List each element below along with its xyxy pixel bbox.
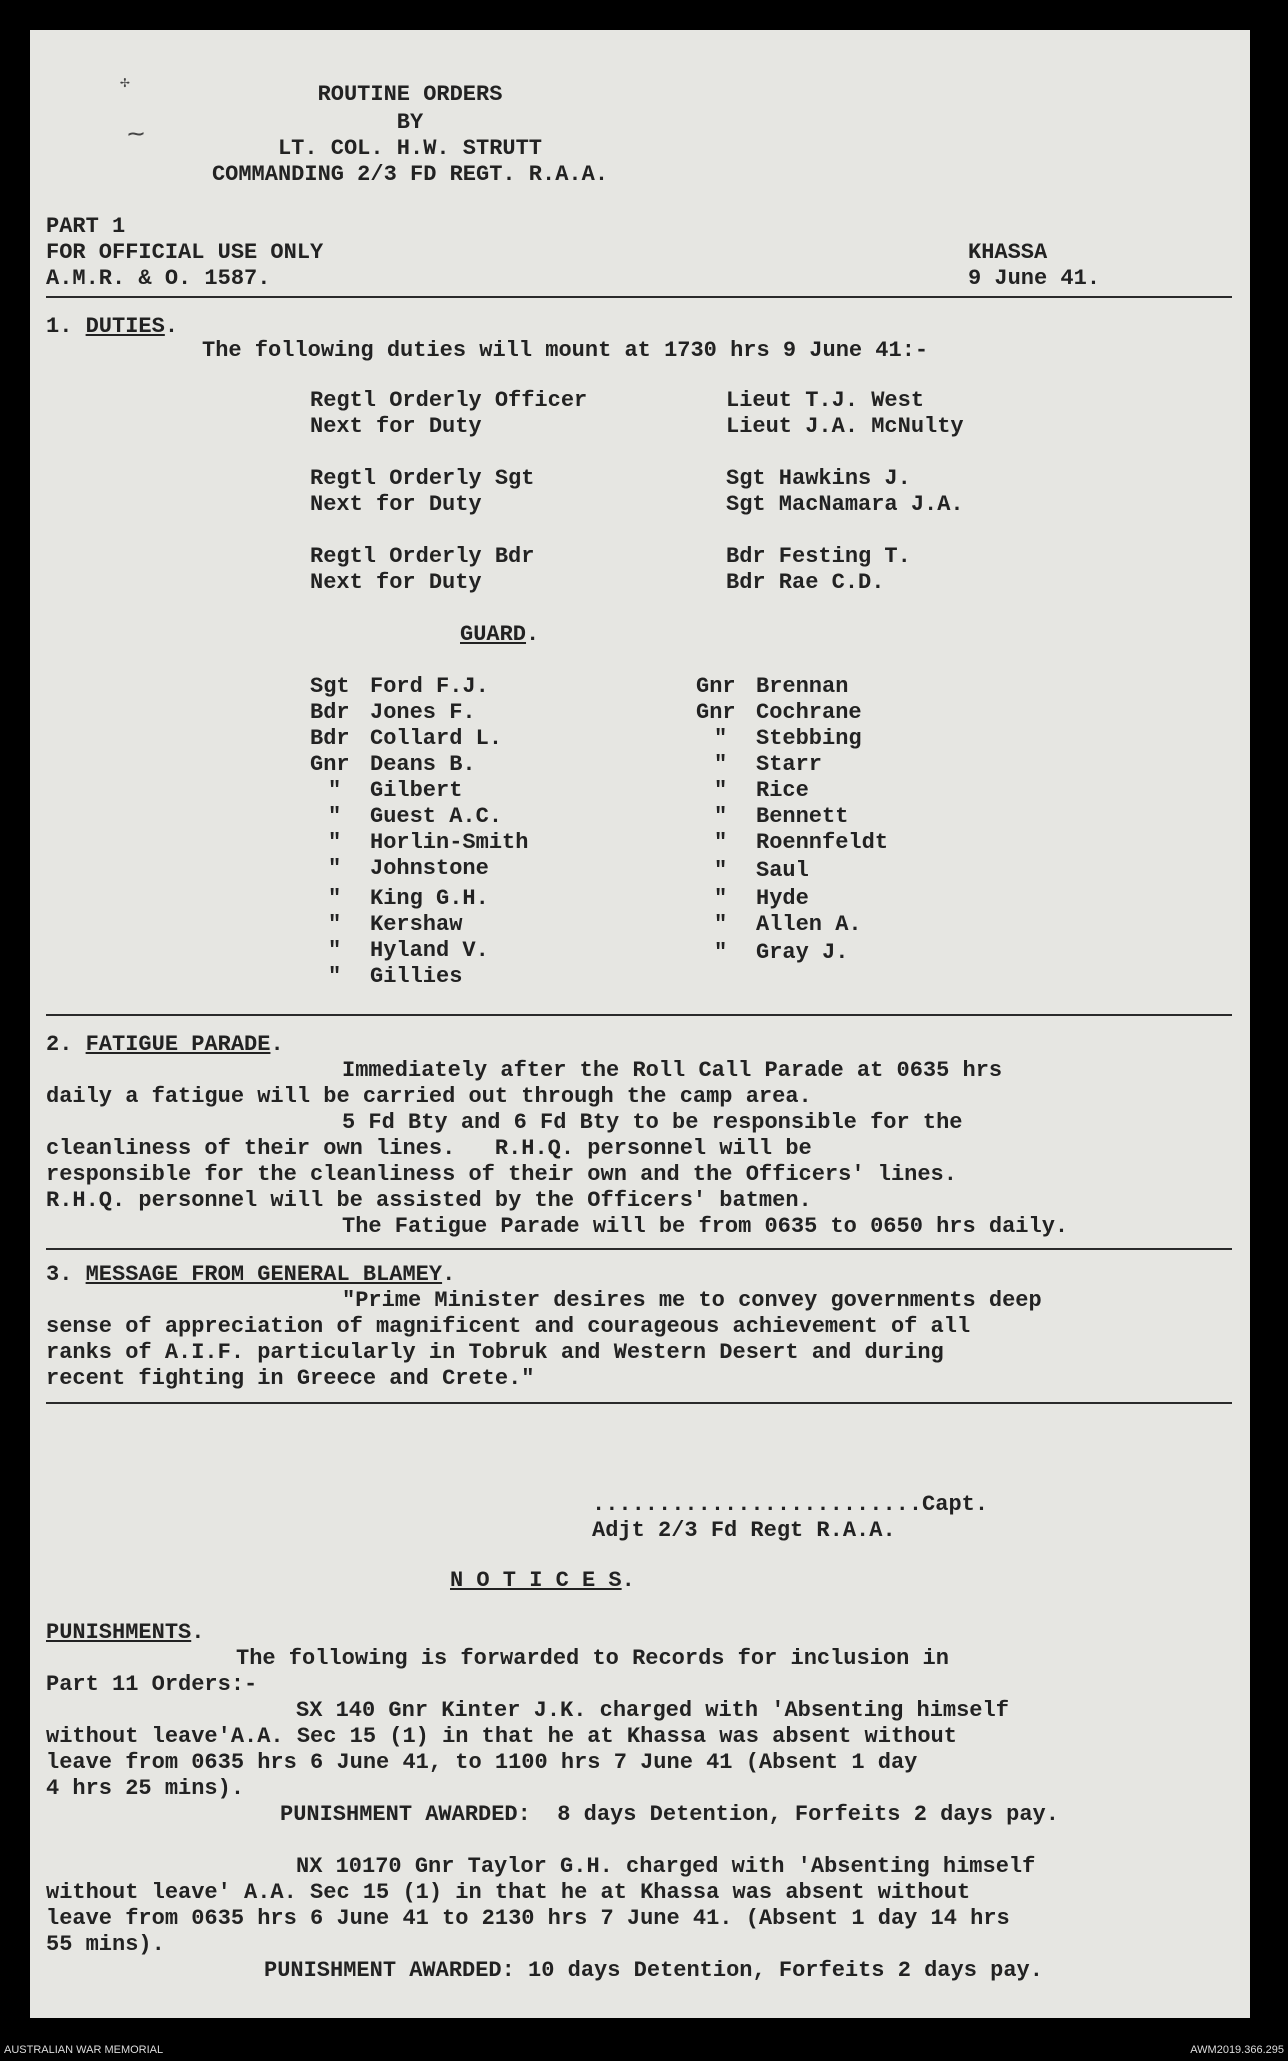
guard-name: Hyland V. (370, 938, 489, 963)
divider (46, 1248, 1232, 1250)
guard-rank: " (328, 830, 342, 855)
guard-name: Collard L. (370, 726, 503, 751)
case-line: 4 hrs 25 mins). (46, 1776, 245, 1801)
duty-role: Next for Duty (310, 570, 482, 595)
case-line: without leave'A.A. Sec 15 (1) in that he at Khassa was absent without (46, 1724, 957, 1749)
section-heading-duties: 1. DUTIES. (46, 314, 179, 339)
guard-rank: " (714, 940, 728, 965)
case-line: without leave' A.A. Sec 15 (1) in that he at Khassa was absent without (46, 1880, 971, 1905)
guard-rank: " (328, 886, 342, 911)
punishment-awarded: PUNISHMENT AWARDED: 10 days Detention, Forfeits 2 days pay. (264, 1958, 1043, 1983)
title-line-2: BY (396, 110, 424, 135)
amr-reference: A.M.R. & O. 1587. (46, 266, 271, 291)
message-line: "Prime Minister desires me to convey governments deep (342, 1288, 1042, 1313)
fatigue-line: R.H.Q. personnel will be assisted by the Officers' batmen. (46, 1188, 812, 1213)
guard-name: Cochrane (756, 700, 862, 725)
duty-role: Regtl Orderly Bdr (310, 544, 535, 569)
guard-rank: " (714, 912, 728, 937)
section-heading-fatigue: 2. FATIGUE PARADE. (46, 1032, 284, 1057)
duty-role: Next for Duty (310, 492, 482, 517)
guard-rank: " (328, 856, 342, 881)
fatigue-line: daily a fatigue will be carried out through the camp area. (46, 1084, 812, 1109)
guard-rank: " (328, 912, 342, 937)
duty-name: Lieut J.A. McNulty (726, 414, 964, 439)
part-label: PART 1 (46, 214, 126, 239)
guard-rank: Gnr (696, 700, 736, 725)
duty-role: Regtl Orderly Officer (310, 388, 588, 413)
guard-rank: Gnr (696, 674, 736, 699)
message-line: ranks of A.I.F. particularly in Tobruk and Western Desert and during (46, 1340, 944, 1365)
footer-accession: AWM2019.366.295 (1190, 2044, 1284, 2056)
duty-name: Bdr Rae C.D. (726, 570, 885, 595)
guard-rank: " (714, 804, 728, 829)
guard-name: Johnstone (370, 856, 489, 881)
message-line: sense of appreciation of magnificent and courageous achievement of all (46, 1314, 971, 1339)
guard-rank: " (714, 858, 728, 883)
section-heading-message: 3. MESSAGE FROM GENERAL BLAMEY. (46, 1262, 456, 1287)
pencil-mark-icon: ⁓ (128, 126, 144, 144)
fatigue-line: Immediately after the Roll Call Parade at 0635 hrs (342, 1058, 1003, 1083)
guard-rank: " (328, 778, 342, 803)
official-use-label: FOR OFFICIAL USE ONLY (46, 240, 324, 265)
guard-name: Horlin-Smith (370, 830, 529, 855)
title-line-4: COMMANDING 2/3 FD REGT. R.A.A. (211, 162, 609, 187)
guard-rank: " (714, 778, 728, 803)
case-line: leave from 0635 hrs 6 June 41 to 2130 hrs 7 June 41. (Absent 1 day 14 hrs (46, 1906, 1010, 1931)
notices-heading: N O T I C E S. (450, 1568, 635, 1593)
notices-intro: The following is forwarded to Records for inclusion in (236, 1646, 949, 1671)
title-line-3: LT. COL. H.W. STRUTT (277, 136, 543, 161)
guard-name: Gilbert (370, 778, 463, 803)
duty-name: Sgt MacNamara J.A. (726, 492, 964, 517)
guard-rank: Bdr (310, 726, 350, 751)
guard-rank: Sgt (310, 674, 350, 699)
guard-name: Bennett (756, 804, 849, 829)
guard-name: Rice (756, 778, 809, 803)
guard-name: Deans B. (370, 752, 476, 777)
guard-name: Jones F. (370, 700, 476, 725)
guard-heading: GUARD. (460, 622, 540, 647)
fatigue-line: cleanliness of their own lines. R.H.Q. personnel will be (46, 1136, 812, 1161)
guard-name: Roennfeldt (756, 830, 889, 855)
footer-credit: AUSTRALIAN WAR MEMORIAL (4, 2044, 164, 2056)
guard-rank: " (714, 752, 728, 777)
guard-name: Allen A. (756, 912, 862, 937)
guard-name: Gillies (370, 964, 463, 989)
guard-name: Hyde (756, 886, 809, 911)
duty-role: Regtl Orderly Sgt (310, 466, 535, 491)
title-line-1: ROUTINE ORDERS (317, 82, 503, 107)
punishment-awarded: PUNISHMENT AWARDED: 8 days Detention, Forfeits 2 days pay. (280, 1802, 1059, 1827)
duty-name: Sgt Hawkins J. (726, 466, 911, 491)
guard-name: Kershaw (370, 912, 463, 937)
case-line: leave from 0635 hrs 6 June 41, to 1100 hrs 7 June 41 (Absent 1 day (46, 1750, 918, 1775)
guard-rank: " (328, 804, 342, 829)
case-line: 55 mins). (46, 1932, 165, 1957)
guard-name: Starr (756, 752, 823, 777)
punishments-heading: PUNISHMENTS. (46, 1620, 205, 1645)
fatigue-line: The Fatigue Parade will be from 0635 to 0650 hrs daily. (342, 1214, 1069, 1239)
divider (46, 296, 1232, 298)
guard-rank: " (328, 964, 342, 989)
guard-name: Guest A.C. (370, 804, 503, 829)
guard-name: Stebbing (756, 726, 862, 751)
duties-intro: The following duties will mount at 1730 hrs 9 June 41:- (202, 338, 929, 363)
guard-name: Brennan (756, 674, 849, 699)
guard-rank: " (328, 938, 342, 963)
signature-title: Adjt 2/3 Fd Regt R.A.A. (592, 1518, 896, 1543)
guard-name: Ford F.J. (370, 674, 489, 699)
divider (46, 1014, 1232, 1016)
order-date: 9 June 41. (968, 266, 1101, 291)
case-line: SX 140 Gnr Kinter J.K. charged with 'Absenting himself (296, 1698, 1009, 1723)
fatigue-line: responsible for the cleanliness of their own and the Officers' lines. (46, 1162, 957, 1187)
duty-name: Lieut T.J. West (726, 388, 925, 413)
guard-name: Gray J. (756, 940, 849, 965)
divider (46, 1402, 1232, 1404)
pencil-mark-icon: ✢ (120, 74, 130, 92)
case-line: NX 10170 Gnr Taylor G.H. charged with 'Absenting himself (296, 1854, 1036, 1879)
guard-rank: " (714, 830, 728, 855)
document-page (30, 30, 1250, 2018)
guard-name: Saul (756, 858, 809, 883)
notices-intro: Part 11 Orders:- (46, 1672, 258, 1697)
guard-rank: Bdr (310, 700, 350, 725)
message-line: recent fighting in Greece and Crete." (46, 1366, 535, 1391)
fatigue-line: 5 Fd Bty and 6 Fd Bty to be responsible for the (342, 1110, 963, 1135)
duty-role: Next for Duty (310, 414, 482, 439)
location: KHASSA (968, 240, 1048, 265)
guard-name: King G.H. (370, 886, 489, 911)
duty-name: Bdr Festing T. (726, 544, 911, 569)
guard-rank: " (714, 726, 728, 751)
guard-rank: Gnr (310, 752, 350, 777)
guard-rank: " (714, 886, 728, 911)
signature-line: .........................Capt. (592, 1492, 989, 1517)
